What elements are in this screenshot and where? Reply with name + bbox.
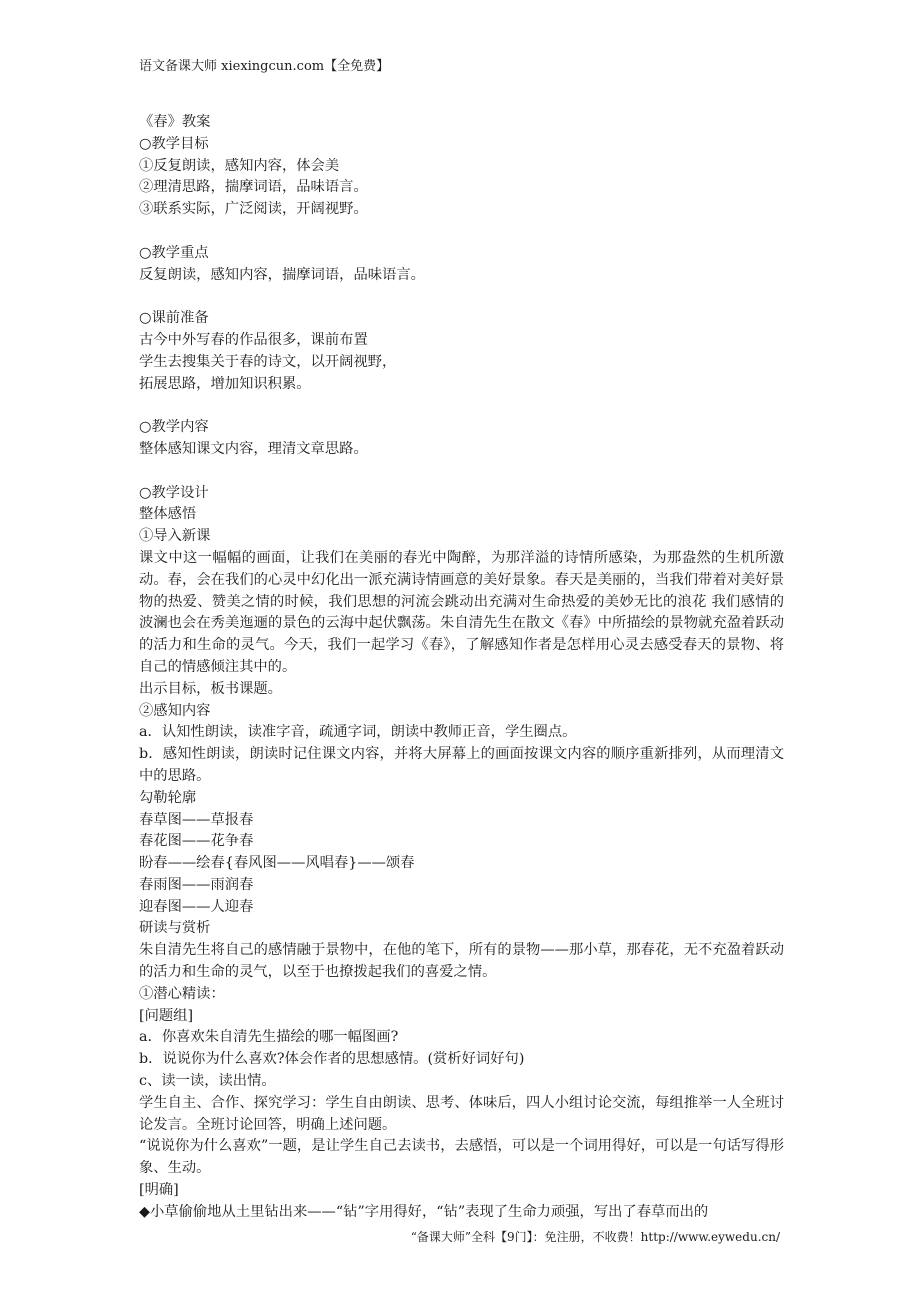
document-body	[139, 112, 784, 1224]
blank-line	[139, 221, 784, 243]
body-paragraph: 盼春——绘春{春风图——风唱春}——颂春	[139, 855, 415, 872]
body-paragraph: b．感知性朗读，朗读时记住课文内容，并将大屏幕上的画面按课文内容的顺序重新排列，从而理清文中的思路。	[139, 746, 784, 784]
body-paragraph: a．认知性朗读，读准字音，疏通字词，朗读中教师正音，学生圈点。	[139, 724, 577, 741]
body-paragraph: 学生去搜集关于春的诗文，以开阔视野，	[139, 353, 397, 370]
body-paragraph: b．说说你为什么喜欢?体会作者的思想感情。(赏析好词好句)	[139, 1051, 525, 1068]
body-paragraph: ①反复朗读，感知内容，体会美	[139, 157, 340, 174]
body-paragraph: [问题组]	[139, 1007, 194, 1024]
body-paragraph: ①潜心精读：	[139, 985, 225, 1002]
blank-line	[139, 286, 784, 308]
body-paragraph: ①导入新课	[139, 528, 211, 545]
blank-line	[139, 395, 784, 417]
body-paragraph: [明确]	[139, 1182, 179, 1199]
body-paragraph: 反复朗读，感知内容，揣摩词语，品味语言。	[139, 266, 425, 283]
body-paragraph: ③联系实际，广泛阅读，开阔视野。	[139, 201, 368, 218]
body-paragraph: a．你喜欢朱自清先生描绘的哪一幅图画?	[139, 1029, 399, 1046]
body-paragraph: 勾勒轮廓	[139, 789, 197, 806]
body-paragraph: 学生自主、合作、探究学习：学生自由朗读、思考、体味后，四人小组讨论交流，每组推举一人全班讨论发言。全班讨论回答，明确上述问题。	[139, 1094, 784, 1133]
body-paragraph: 整体感悟	[139, 506, 197, 523]
body-paragraph: 拓展思路，增加知识积累。	[139, 375, 311, 392]
body-paragraph: ②理清思路，揣摩词语，品味语言。	[139, 179, 368, 196]
body-paragraph: ○教学目标	[139, 135, 209, 152]
body-paragraph: ◆小草偷偷地从土里钻出来——“钻”字用得好，“钻”表现了生命力顽强，写出了春草而出的	[139, 1203, 709, 1220]
body-paragraph: 《春》教案	[139, 114, 211, 130]
body-paragraph: ○教学设计	[139, 484, 209, 501]
body-paragraph: ○课前准备	[139, 310, 209, 327]
page-header: 语文备课大师 xiexingcun.com【全免费】	[139, 59, 390, 74]
body-paragraph: c、读一读，读出情。	[139, 1073, 276, 1090]
body-paragraph: 迎春图——人迎春	[139, 898, 254, 915]
body-paragraph: ○教学内容	[139, 419, 209, 436]
body-paragraph: “说说你为什么喜欢”一题，是让学生自己去读书，去感悟，可以是一个词用得好，可以是一句话写得形象、生动。	[139, 1138, 784, 1177]
body-paragraph: 出示目标，板书课题。	[139, 680, 282, 697]
body-paragraph: ○教学重点	[139, 244, 209, 261]
body-paragraph: 朱自清先生将自己的感情融于景物中，在他的笔下，所有的景物——那小草，那春花，无不充盈着跃动的活力和生命的灵气，以至于也撩拨起我们的喜爱之情。	[139, 942, 784, 981]
body-paragraph: 春雨图——雨润春	[139, 876, 254, 893]
blank-line	[139, 461, 784, 483]
body-paragraph: 研读与赏析	[139, 920, 211, 937]
body-paragraph: ②感知内容	[139, 702, 211, 719]
body-paragraph: 课文中这一幅幅的画面，让我们在美丽的春光中陶醉，为那洋溢的诗情所感染，为那盎然的生机所激动。春，会在我们的心灵中幻化出一派充满诗情画意的美好景象。春天是美丽的，当我们带着对美好景物的热爱、赞美之情的时候，我们思想的河流会跳动出充满对生命热爱的美妙无比的浪花 我们感情的波澜也会在秀美迤逦的景色的云海中起伏飘荡。朱自清先生在散文《春》中所描绘的景物就充盈着跃动的活力和生命的灵气。今天，我们一起学习《春》，了解感知作者是怎样用心灵去感受春天的景物、将自己的情感倾注其中的。	[139, 549, 784, 675]
body-paragraph: 整体感知课文内容，理清文章思路。	[139, 440, 368, 457]
body-paragraph: 春草图——草报春	[139, 811, 254, 828]
body-paragraph: 古今中外写春的作品很多，课前布置	[139, 331, 368, 348]
page-footer: “备课大师”全科【9门】：免注册，不收费！http://www.eywedu.cn/	[410, 1230, 780, 1244]
body-paragraph: 春花图——花争春	[139, 833, 254, 850]
